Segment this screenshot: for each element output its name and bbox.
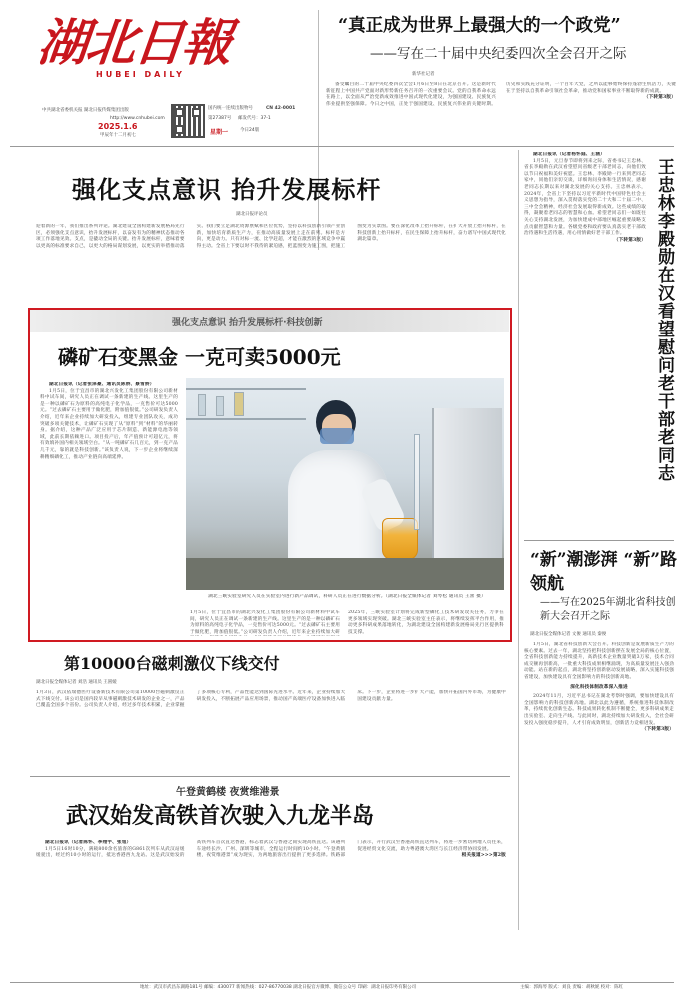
sidebar1-body-text: 1月5日，元旦春节即将到来之际，省委书记王忠林、省长李殿勋在武汉看望慰问省级老干部老同志，向他们致以节日祝福和美好祝愿。王忠林、李殿勋一行来到老同志家中，同他们亲切交谈，详细询问身体和生活情况，感谢老同志长期以来对湖北发展的关心支持。王忠林表示，2024年，全省上下坚持以习近平新时代中国特色社会主义思想为指导，深入贯彻落实党的二十大和二十届二中、三中全会精神，经济社会发展取得新成效。这些成绩的取得，凝聚着老同志的智慧和心血。希望老同志们一如既往关心支持湖北发展，为加快建成中部地区崛起重要战略支点贡献智慧和力量。各级党委和政府要认真落实老干部政治待遇和生活待遇，用心用情做好老干部工作。 xyxy=(524,158,646,237)
sidebar2-label: 深化科技体制改革深入推进 xyxy=(570,684,628,690)
article3-byline: 湖北日报讯（记者陈怀、李翔宇、张旭） xyxy=(45,840,132,845)
col-divider-right xyxy=(518,150,519,930)
banner-byline: 新华社记者 xyxy=(412,72,435,77)
article3-title: 武汉始发高铁首次驶入九龙半岛 xyxy=(66,803,375,829)
masthead-cn-label: 国内统一连续出版物号 xyxy=(208,106,253,111)
feature-col3: 2025年，三峡实验室计划将完成新型磷化工技术研发攻关任务，力争在更多领域实现突破。湖北三峡实验室主任表示，将继续发挥平台作用，推动更多科研成果落地转化，为湖北建设全国构建新发展格局先行区提供科技支撑。 xyxy=(348,610,504,635)
article3-jump[interactable]: 相关报道>>>第2版 xyxy=(461,853,506,859)
masthead-weekday: 星期一 xyxy=(210,129,229,136)
feature-box xyxy=(28,308,512,642)
glass-tube xyxy=(414,434,420,530)
feature-body xyxy=(40,382,178,638)
masthead-date: 2025.1.6 xyxy=(98,122,138,131)
masthead-pub-line: 中共湖北省委机关报 湖北日报传媒集团出版 xyxy=(42,108,129,113)
qr-code xyxy=(171,104,205,138)
sidebar1-body xyxy=(524,152,646,536)
masthead-pages: 今日24版 xyxy=(240,128,260,133)
rule-right-mid xyxy=(524,540,674,541)
sidebar2-title: “新”潮澎湃 “新”路领航 xyxy=(530,550,678,594)
sidebar2-body xyxy=(524,642,674,972)
lead-body: 迎着新的一年，我们推出系列评论。湖北建设全国构建新发展格局先行区，必须强化支点意识，抬升发展标杆，以奋发有为的精神状态推动各项工作落地见效。支点，是撬动全局的关键。抬升发展标杆，意味着要以更高的标准要求自己，以更大的格局谋划发展，以更实的举措推动落实。我们要立足湖北资源禀赋和区位优势，坚持以科技创新引领产业创新，加快培育新质生产力，在推动高质量发展上走在前列。标杆是方向，更是动力。只有对标一流、比学赶超，才能在激烈的区域竞争中赢得主动。全省上下要以时不我待的紧迫感，把蓝图变为施工图，把施工图变为实景图。要在深化改革上抬升标杆，在扩大开放上抬升标杆，在科技创新上抬升标杆，在民生保障上抬升标杆，奋力谱写中国式现代化湖北篇章。 xyxy=(36,224,506,249)
masthead-issue: 第27387号 xyxy=(208,116,232,121)
banner-jump[interactable]: （下转第3版） xyxy=(643,95,676,101)
feature-caption: 湖北三峡实验室研究人员在实验室内进行新产品调试，科研人员正在进行数据分析。（湖北日报全媒体记者 刘琴松 通讯员 王蕾 摄） xyxy=(208,594,486,599)
sidebar2-body-text: 1月5日，湖北省科技创新大会召开。科技创新是发展新质生产力的核心要素。过去一年，湖北坚持把科技创新摆在发展全局的核心位置，全省科技创新能力持续提升，高新技术企业数量突破3万家，技术合同成交额再创新高，一批重大科技成果相继涌现，为高质量发展注入强劲动能。站在新的起点，湖北将坚持创新驱动发展战略，深入实施科技强省建设，加快建设具有全国影响力的科技创新高地。 xyxy=(524,642,674,680)
masthead-pinyin: HUBEI DAILY xyxy=(96,70,185,79)
article3-body xyxy=(36,840,506,976)
feature-title: 磷矿石变黑金 一克可卖5000元 xyxy=(58,345,341,369)
sidebar1-jump[interactable]: （下转第3版） xyxy=(613,237,646,243)
banner-title: “真正成为世界上最强大的一个政党” xyxy=(338,16,621,36)
feature-lead-byline: 湖北日报讯（记者张泽豪、通讯员陈娇、蔡雪娇） xyxy=(49,382,155,387)
flask xyxy=(382,518,418,560)
sidebar1-title: 王忠林李殿勋在汉看望慰问老干部老同志 xyxy=(654,158,674,482)
sidebar2-jump[interactable]: （下转第3版） xyxy=(641,727,674,733)
sidebar2-subtitle: ——写在2025年湖北省科技创新大会召开之际 xyxy=(540,597,676,622)
masthead-lunar: 甲辰年十二月初七 xyxy=(100,133,136,138)
article3-body-text: 1月5日16时10分，满载800余名旅客的G861次列车从武汉站缓缓驶出，经过约10小时的运行，抵达香港西九龙站。这是武汉始发的高铁列车首次直达香港，标志着武汉与香港之间实现高铁直达。该趟列车途经长沙、广州、深圳等城市，全程运行时间约10小时。“午登黄鹤楼，夜赏维港景”成为现实，为两地旅客出行提供了更多选择。铁路部门表示，开行武汉至香港高铁直达列车，将进一步密切两地人员往来，促进经贸文化交流，助力粤港澳大湾区与长江经济带协同发展。 xyxy=(36,840,506,859)
sidebar1-byline: 湖北日报讯（记者杨怀庭、王涵） xyxy=(533,152,605,157)
article2-body: 1月3日，武汉依瑞德医疗设备新技术有限公司第10000台磁刺激仪正式下线交付。该公司是国内较早从事磁刺激技术研发的企业之一，产品已覆盖全国多个省份。公司负责人介绍，经过多年技术积累，企业掌握了多项核心专利，产品性能达到国际先进水平。近年来，企业持续加大研发投入，不断拓展产品应用场景，推动国产高端医疗设备加快进入临床。下一步，企业将进一步扩大产能，加快开拓国内外市场，为健康中国建设贡献力量。 xyxy=(36,690,506,709)
lead-byline: 湖北日报评论员 xyxy=(236,212,268,217)
feature-photo xyxy=(186,378,504,590)
equipment xyxy=(432,408,502,558)
rule-mid xyxy=(30,776,510,777)
lead-title: 强化支点意识 抬升发展标杆 xyxy=(72,175,382,204)
article2-title: 第10000台磁刺激仪下线交付 xyxy=(64,654,280,673)
masthead-code: 邮发代号：37-1 xyxy=(238,116,271,121)
banner-body xyxy=(326,82,676,142)
banner-body-text: 备受瞩目的二十届中央纪委四次全会1月6日至8日在北京召开。这是新时代新征程上中国共产党面对新形势新任务召开的一次重要会议。党的自我革命永远在路上，以全面从严治党新成效推进中国式现代化建设，为强国建设、民族复兴伟业提供坚强保障。今日之中国，正处于强国建设、民族复兴伟业的关键时期。历史和实践充分证明，一个百年大党，之所以能够始终保持蓬勃生机活力，关键在于坚持以自我革命引领社会革命，推动党和国家事业不断取得新的成就。 xyxy=(326,82,676,107)
sidebar2-byline: 湖北日报全媒体记者 文俊 通讯员 秦俊 xyxy=(530,632,607,637)
feature-body-text: 1月5日，位于宜昌市的湖北兴发化工集团股份有限公司新材料中试车间，研究人员正在调试一条新建的生产线。这里生产的是一种以磷矿石为原料的高纯电子化学品，一克售价可达5000元。“过去磷矿石主要用于做化肥，附加值很低。”公司研发负责人介绍，近年来企业持续加大研发投入，组建专业团队攻关，成功突破多项关键技术，让磷矿石实现了从“原料”到“材料”的华丽转身。据介绍，这种产品广泛应用于芯片制造、新能源电池等领域，此前长期依赖进口。项目投产后，年产值预计可超亿元，将有效填补国内相关领域空白。“从一吨磷矿石几百元，到一克产品几千元，靠的就是科技创新。”该负责人说，下一步企业将继续深耕精细磷化工，推动产业链向高端延伸。 xyxy=(40,388,178,460)
masthead-site[interactable]: http://www.cnhubei.com xyxy=(110,116,165,121)
article2-byline: 湖北日报全媒体记者 刘浩 通讯员 王圆媛 xyxy=(36,680,117,685)
banner-subtitle: ——写在二十届中央纪委四次全会召开之际 xyxy=(370,46,627,62)
masthead-divider xyxy=(318,10,319,250)
feature-col2: 1月5日，位于宜昌市的湖北兴发化工集团股份有限公司新材料中试车间，研究人员正在调试一条新建的生产线。这里生产的是一种以磷矿石为原料的高纯电子化学品，一克售价可达5000元。“过去磷矿石主要用于做化肥，附加值很低。”公司研发负责人介绍，近年来企业持续加大研 xyxy=(190,610,340,635)
masthead-logo: 湖北日報 xyxy=(34,13,234,72)
sidebar2-body-text-2: 2024年11月，习近平总书记在湖北考察时强调，要加快建设具有全国影响力的科技创新高地。湖北以此为遵循，系统推进科技体制改革，持续优化创新生态。科技成果转化机制不断健全，更多科研成果走出实验室、走向生产线。与此同时，湖北持续加大研发投入，全社会研发投入强度稳步提升，人才引育成效明显，创新活力竞相迸发。 xyxy=(524,694,674,726)
rule-footer xyxy=(10,982,674,983)
feature-kicker: 强化支点意识 抬升发展标杆·科技创新 xyxy=(172,318,323,328)
footer-editors: 主编：郭海琴 版式：刘良 责编：胡秋妮 校对：陈红 xyxy=(520,985,624,990)
article3-kicker: 午登黄鹤楼 夜赏维港景 xyxy=(176,787,280,798)
footer-address: 地址：武汉市武昌东湖路181号 邮编：430077 新闻热线：027-86770038 湖北日报官方微博、微信公众号 印刷：湖北日报印务有限公司 xyxy=(140,985,417,990)
masthead xyxy=(34,12,263,132)
rule-under-masthead xyxy=(10,146,674,147)
feature-kicker-bar xyxy=(30,310,509,332)
masthead-cn-code: CN 42-0001 xyxy=(266,106,296,111)
